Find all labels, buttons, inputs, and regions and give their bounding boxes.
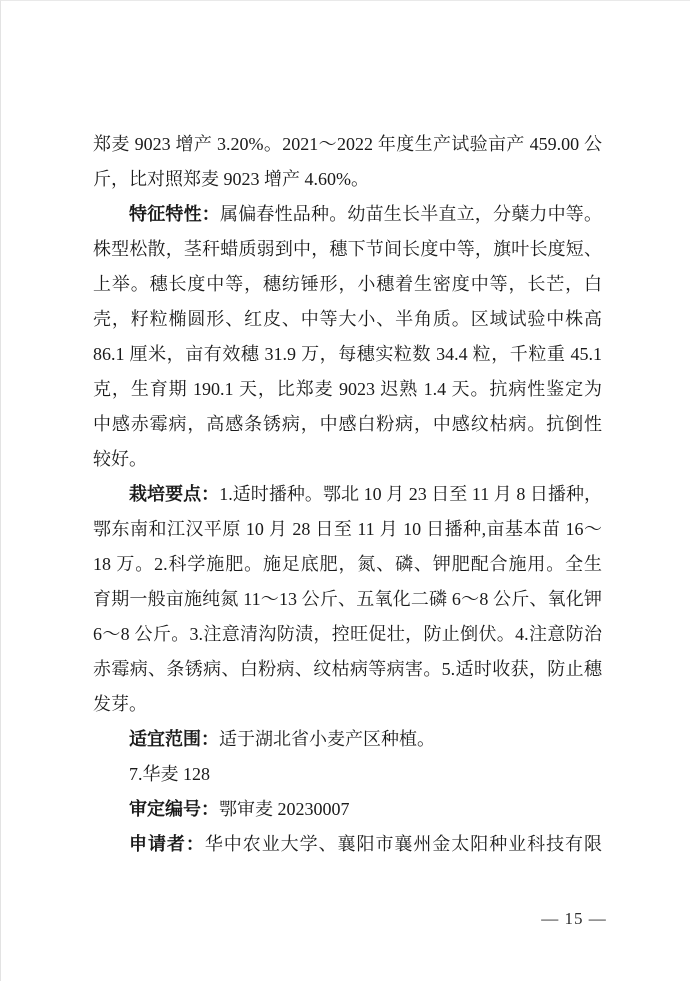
line-text: 属偏春性品种。幼苗生长半直立，分蘖力中等。: [220, 204, 602, 224]
line-text: 1.适时播种。鄂北 10 月 23 日至 11 月 8 日播种，: [219, 484, 602, 504]
line-text: 适于湖北省小麦产区种植。: [219, 729, 435, 749]
text-line: [93, 617, 602, 652]
line-text: 鄂审麦 20230007: [219, 799, 350, 819]
line-text: 郑麦 9023 增产 3.20%。2021～2022 年度生产试验亩产 459.00 公: [93, 134, 602, 154]
line-text: 华中农业大学、襄阳市襄州金太阳种业科技有限: [204, 834, 603, 854]
text-line: [93, 792, 602, 827]
line-text: 斤，比对照郑麦 9023 增产 4.60%。: [93, 169, 369, 189]
text-line: [93, 302, 602, 337]
text-line: [93, 757, 602, 792]
line-text: 中感赤霉病，高感条锈病，中感白粉病，中感纹枯病。抗倒性: [93, 414, 602, 434]
text-line: [93, 197, 602, 232]
line-text: 株型松散，茎秆蜡质弱到中，穗下节间长度中等，旗叶长度短、: [93, 239, 602, 259]
text-line: [93, 582, 602, 617]
text-line: [93, 232, 602, 267]
text-line: [93, 162, 602, 197]
line-text: 赤霉病、条锈病、白粉病、纹枯病等病害。5.适时收获，防止穗: [93, 659, 602, 679]
text-line: [93, 547, 602, 582]
line-text: 壳，籽粒椭圆形、红皮、中等大小、半角质。区域试验中株高: [93, 309, 602, 329]
line-text: 育期一般亩施纯氮 11～13 公斤、五氧化二磷 6～8 公斤、氧化钾: [93, 589, 602, 609]
line-text: 86.1 厘米，亩有效穗 31.9 万，每穗实粒数 34.4 粒，千粒重 45.1: [93, 344, 602, 364]
field-label: 审定编号：: [129, 799, 219, 819]
line-text: 较好。: [93, 449, 147, 469]
field-label: 适宜范围：: [129, 729, 219, 749]
line-text: 上举。穗长度中等，穗纺锤形，小穗着生密度中等，长芒，白: [93, 274, 602, 294]
text-line: [93, 477, 602, 512]
text-line: [93, 372, 602, 407]
text-line: [93, 722, 602, 757]
field-label: 特征特性：: [129, 204, 220, 224]
line-text: 克，生育期 190.1 天，比郑麦 9023 迟熟 1.4 天。抗病性鉴定为: [93, 379, 602, 399]
line-text: 发芽。: [93, 694, 147, 714]
text-line: [93, 442, 602, 477]
text-line: [93, 827, 602, 862]
line-text: 18 万。2.科学施肥。施足底肥，氮、磷、钾肥配合施用。全生: [93, 554, 602, 574]
document-body: [93, 127, 602, 862]
field-label: 申请者：: [129, 834, 205, 854]
text-line: [93, 512, 602, 547]
text-line: [93, 127, 602, 162]
page-number: — 15 —: [541, 909, 607, 928]
line-text: 7.华麦 128: [129, 764, 210, 784]
text-line: [93, 652, 602, 687]
line-text: 6～8 公斤。3.注意清沟防渍，控旺促壮，防止倒伏。4.注意防治: [93, 624, 602, 644]
text-line: [93, 267, 602, 302]
text-line: [93, 687, 602, 722]
text-line: [93, 407, 602, 442]
line-text: 鄂东南和江汉平原 10 月 28 日至 11 月 10 日播种,亩基本苗 16～: [93, 519, 602, 539]
text-line: [93, 337, 602, 372]
field-label: 栽培要点：: [129, 484, 220, 504]
